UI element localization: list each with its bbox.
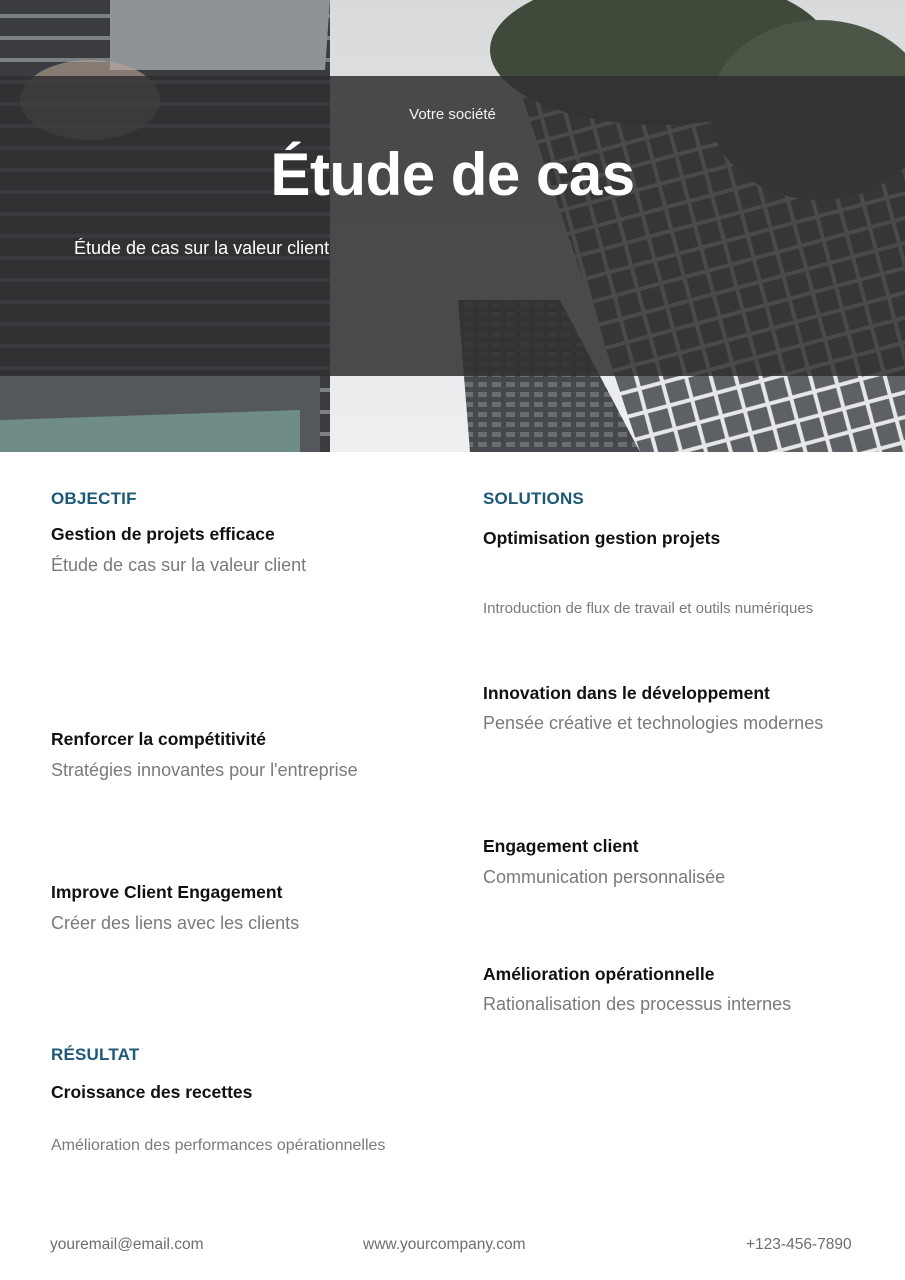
- solutions-item-title: Innovation dans le développement: [483, 683, 770, 703]
- footer-website: www.yourcompany.com: [363, 1236, 526, 1253]
- solutions-item-desc: Communication personnalisée: [483, 867, 726, 887]
- objectif-item-title: Improve Client Engagement: [51, 882, 283, 902]
- hero-photo: [0, 0, 905, 452]
- objectif-item-title: Renforcer la compétitivité: [51, 729, 266, 749]
- company-name: Votre société: [409, 106, 496, 123]
- resultat-item-title: Croissance des recettes: [51, 1082, 253, 1102]
- objectif-item-desc: Étude de cas sur la valeur client: [51, 555, 307, 575]
- page-subtitle: Étude de cas sur la valeur client: [74, 238, 330, 258]
- solutions-item-desc: Pensée créative et technologies modernes: [483, 713, 824, 733]
- objectif-item-desc: Stratégies innovantes pour l'entreprise: [51, 760, 358, 780]
- objectif-item-title: Gestion de projets efficace: [51, 524, 275, 544]
- page-title: Étude de cas: [270, 141, 635, 208]
- solutions-heading: SOLUTIONS: [483, 489, 584, 508]
- solutions-item-title: Engagement client: [483, 836, 639, 856]
- solutions-item-desc: Rationalisation des processus internes: [483, 994, 792, 1014]
- objectif-item-desc: Créer des liens avec les clients: [51, 913, 300, 933]
- footer-email: youremail@email.com: [50, 1236, 204, 1253]
- objectif-heading: OBJECTIF: [51, 489, 137, 508]
- solutions-item-title: Optimisation gestion projets: [483, 528, 721, 548]
- solutions-item-desc: Introduction de flux de travail et outils numériques: [483, 600, 814, 617]
- solutions-item-title: Amélioration opérationnelle: [483, 964, 715, 984]
- resultat-item-desc: Amélioration des performances opérationnelles: [51, 1137, 386, 1154]
- resultat-heading: RÉSULTAT: [51, 1045, 140, 1064]
- footer-phone: +123-456-7890: [746, 1236, 852, 1253]
